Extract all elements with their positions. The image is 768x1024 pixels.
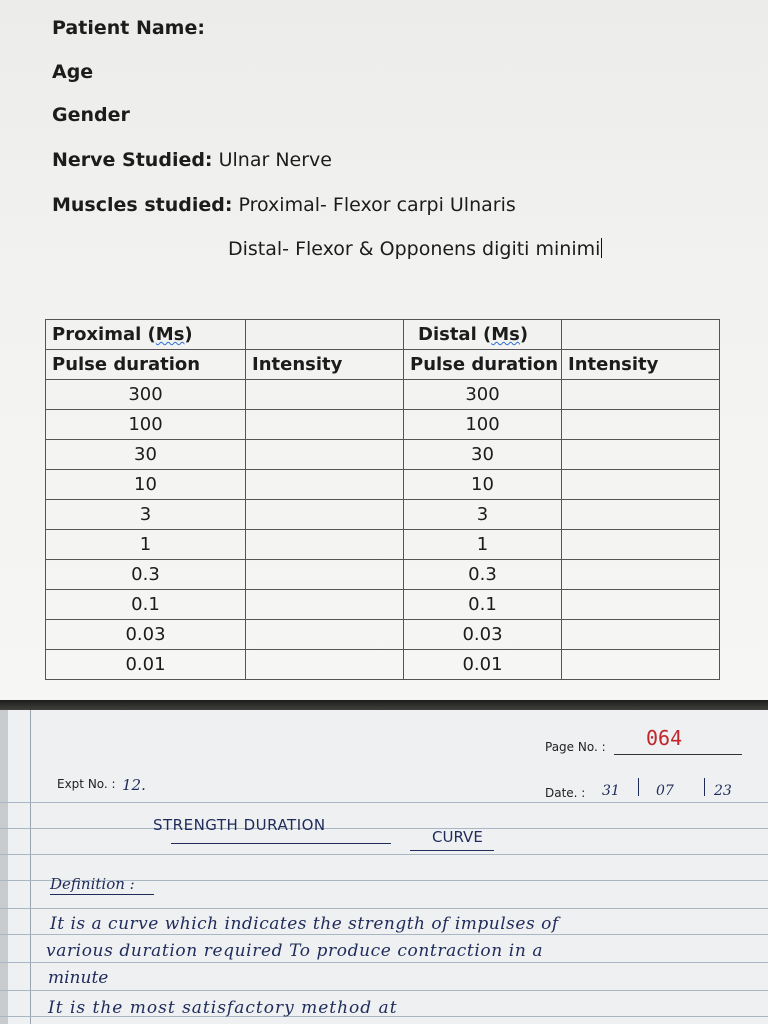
proximal-pulse-duration-cell: 300	[46, 380, 246, 410]
proximal-intensity-cell	[246, 410, 404, 440]
distal-title-cell	[404, 320, 562, 350]
age-field	[52, 61, 93, 83]
distal-intensity-header: Intensity	[562, 350, 720, 380]
proximal-pulse-duration-cell: 100	[46, 410, 246, 440]
distal-pulse-duration-cell: 1	[404, 530, 562, 560]
age-label: Age	[52, 61, 94, 83]
pulse-duration-table	[45, 319, 720, 680]
table-row	[46, 410, 720, 440]
ruled-line	[0, 802, 768, 803]
expt-no-value: 12.	[122, 776, 146, 794]
proximal-pulse-duration-cell: 0.1	[46, 590, 246, 620]
nerve-studied-field	[52, 149, 332, 171]
spellcheck-underline: Ms	[491, 324, 520, 345]
distal-pulse-duration-cell: 0.3	[404, 560, 562, 590]
table-row	[46, 380, 720, 410]
date-separator	[704, 778, 705, 796]
page-no-blank	[614, 754, 742, 755]
ruled-line	[0, 962, 768, 963]
margin-line	[30, 710, 31, 1024]
distal-pulse-duration-cell: 30	[404, 440, 562, 470]
heading-curve: CURVE	[432, 828, 483, 846]
page-edge	[0, 710, 8, 1024]
definition-line-1: It is a curve which indicates the strength of impulses of	[50, 914, 559, 934]
proximal-pulse-duration-cell: 30	[46, 440, 246, 470]
muscles-proximal-value: Proximal- Flexor carpi Ulnaris	[238, 194, 516, 216]
date-month: 07	[656, 783, 674, 799]
spellcheck-underline: Ms	[155, 324, 185, 345]
empty-header-cell	[562, 320, 720, 350]
distal-pulse-duration-cell: 300	[404, 380, 562, 410]
table-row	[46, 470, 720, 500]
nerve-studied-value: Ulnar Nerve	[218, 149, 332, 171]
proximal-pulse-duration-cell: 10	[46, 470, 246, 500]
ruled-line	[0, 934, 768, 935]
distal-intensity-cell	[562, 410, 720, 440]
proximal-pulse-duration-header: Pulse duration	[46, 350, 246, 380]
expt-no-label: Expt No. :	[57, 777, 116, 791]
proximal-pulse-duration-cell: 1	[46, 530, 246, 560]
table-row	[46, 500, 720, 530]
proximal-intensity-cell	[246, 530, 404, 560]
table-header-row	[46, 350, 720, 380]
proximal-intensity-cell	[246, 440, 404, 470]
table-row	[46, 650, 720, 680]
ruled-line	[0, 828, 768, 829]
definition-line-4: It is the most satisfactory method at	[48, 998, 398, 1018]
heading-underline	[410, 850, 494, 851]
proximal-intensity-cell	[246, 650, 404, 680]
date-separator	[638, 778, 639, 796]
proximal-pulse-duration-cell: 3	[46, 500, 246, 530]
table-title-row	[46, 320, 720, 350]
distal-intensity-cell	[562, 440, 720, 470]
distal-intensity-cell	[562, 500, 720, 530]
proximal-intensity-cell	[246, 500, 404, 530]
notebook-page	[0, 710, 768, 1024]
definition-label: Definition :	[50, 875, 135, 893]
muscles-distal-line	[228, 238, 602, 260]
muscles-studied-field	[52, 194, 516, 216]
distal-pulse-duration-cell: 10	[404, 470, 562, 500]
page-no-label: Page No. :	[545, 740, 606, 754]
definition-underline	[50, 894, 154, 895]
distal-intensity-cell	[562, 650, 720, 680]
proximal-intensity-cell	[246, 560, 404, 590]
gender-label: Gender	[52, 104, 130, 126]
proximal-intensity-cell	[246, 620, 404, 650]
distal-pulse-duration-cell: 0.01	[404, 650, 562, 680]
ruled-line	[0, 990, 768, 991]
ruled-line	[0, 908, 768, 909]
proximal-pulse-duration-cell: 0.3	[46, 560, 246, 590]
gender-field	[52, 104, 130, 126]
ruled-line	[0, 854, 768, 855]
proximal-pulse-duration-cell: 0.01	[46, 650, 246, 680]
table-row	[46, 590, 720, 620]
table-row	[46, 560, 720, 590]
distal-intensity-cell	[562, 590, 720, 620]
text-cursor	[601, 238, 602, 258]
nerve-studied-label: Nerve Studied:	[52, 149, 213, 171]
distal-intensity-cell	[562, 530, 720, 560]
table-row	[46, 620, 720, 650]
date-label: Date. :	[545, 786, 586, 800]
distal-pulse-duration-cell: 0.1	[404, 590, 562, 620]
distal-intensity-cell	[562, 380, 720, 410]
proximal-pulse-duration-cell: 0.03	[46, 620, 246, 650]
distal-pulse-duration-header: Pulse duration	[404, 350, 562, 380]
distal-intensity-cell	[562, 470, 720, 500]
distal-intensity-cell	[562, 560, 720, 590]
distal-pulse-duration-cell: 0.03	[404, 620, 562, 650]
empty-header-cell	[246, 320, 404, 350]
heading-underline	[171, 843, 391, 844]
muscles-studied-label: Muscles studied:	[52, 194, 233, 216]
patient-name-field	[52, 17, 205, 39]
proximal-title-cell	[46, 320, 246, 350]
table-row	[46, 440, 720, 470]
muscles-distal-value: Distal- Flexor & Opponens digiti minimi	[228, 238, 601, 260]
proximal-title: Proximal (Ms)	[52, 324, 193, 345]
heading-strength-duration: STRENGTH DURATION	[153, 816, 326, 834]
table-row	[46, 530, 720, 560]
date-day: 31	[602, 783, 620, 799]
distal-pulse-duration-cell: 3	[404, 500, 562, 530]
proximal-intensity-cell	[246, 380, 404, 410]
proximal-intensity-cell	[246, 590, 404, 620]
distal-intensity-cell	[562, 620, 720, 650]
page-no-value: 064	[646, 726, 683, 750]
distal-pulse-duration-cell: 100	[404, 410, 562, 440]
definition-line-3: minute	[48, 968, 109, 988]
distal-title: Distal (Ms)	[418, 324, 529, 345]
date-year: 23	[714, 783, 732, 799]
patient-name-label: Patient Name:	[52, 17, 205, 39]
definition-line-2: various duration required To produce contraction in a	[46, 941, 544, 961]
proximal-intensity-header: Intensity	[246, 350, 404, 380]
proximal-intensity-cell	[246, 470, 404, 500]
